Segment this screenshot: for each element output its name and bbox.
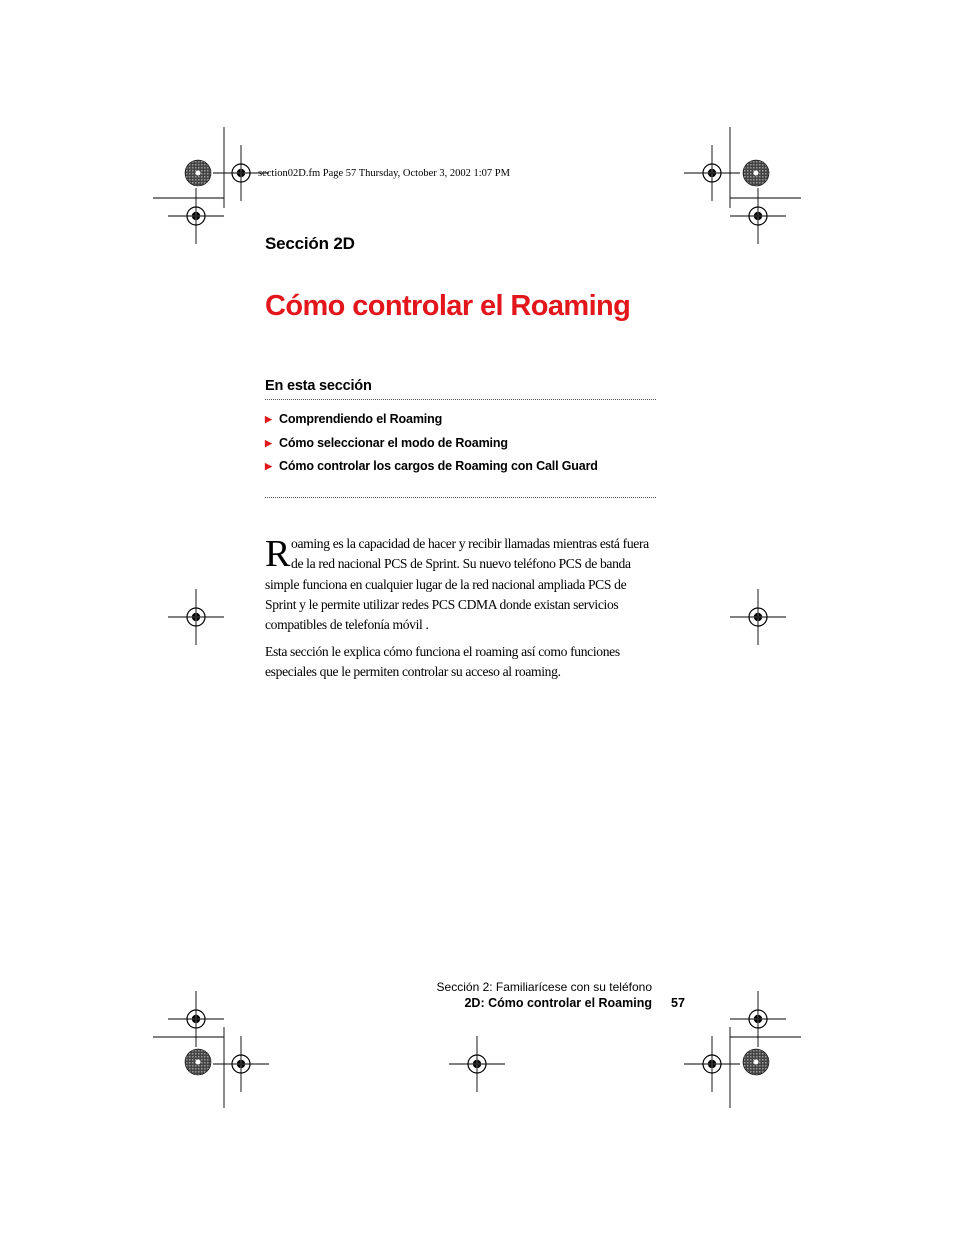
toc-bottom-divider [265, 497, 656, 498]
color-bar-icon [185, 1049, 211, 1075]
page-number: 57 [671, 996, 685, 1010]
registration-mark-icon [730, 991, 786, 1047]
drop-cap: R [265, 533, 290, 575]
color-bar-icon [185, 160, 211, 186]
intro-paragraph: Roaming es la capacidad de hacer y recibir llamadas mientras está fuera de la red nacional PCS de Sprint. Su nuevo teléfono PCS de banda simple funciona en cualquier lugar de la red nacional ampliada PCS de Sprint y le permite utilizar redes PCS CDMA donde existan servicios compatibles de telefonía móvil . [265, 533, 649, 633]
list-item: ▶ Cómo seleccionar el modo de Roaming [265, 435, 508, 450]
toc-list [265, 412, 598, 483]
registration-mark-icon [684, 145, 740, 201]
registration-mark-icon [168, 589, 224, 645]
registration-mark-icon [730, 589, 786, 645]
registration-mark-icon [168, 188, 224, 244]
registration-mark-icon [449, 1036, 505, 1092]
file-slug: section02D.fm Page 57 Thursday, October 3, 2002 1:07 PM [258, 168, 510, 179]
registration-mark-icon [168, 991, 224, 1047]
registration-mark-icon [684, 1036, 740, 1092]
color-bar-icon [743, 1049, 769, 1075]
triangle-bullet-icon: ▶ [265, 461, 272, 471]
registration-mark-icon [730, 188, 786, 244]
toc-top-divider [265, 399, 656, 400]
footer-chapter: 2D: Cómo controlar el Roaming [464, 996, 652, 1010]
footer-section: Sección 2: Familiarícese con su teléfono [436, 980, 652, 994]
second-paragraph: Esta sección le explica cómo funciona el roaming así como funciones especiales que le permiten controlar su acceso al roaming. [265, 644, 620, 680]
page-title: Cómo controlar el Roaming [265, 290, 631, 322]
color-bar-icon [743, 160, 769, 186]
triangle-bullet-icon: ▶ [265, 437, 272, 448]
list-item: ▶ Cómo controlar los cargos de Roaming con Call Guard [265, 459, 598, 473]
section-label: Sección 2D [265, 234, 355, 253]
toc-heading: En esta sección [265, 378, 372, 394]
list-item: ▶ Comprendiendo el Roaming [265, 412, 443, 426]
registration-mark-icon [213, 1036, 269, 1092]
triangle-bullet-icon: ▶ [265, 414, 272, 424]
